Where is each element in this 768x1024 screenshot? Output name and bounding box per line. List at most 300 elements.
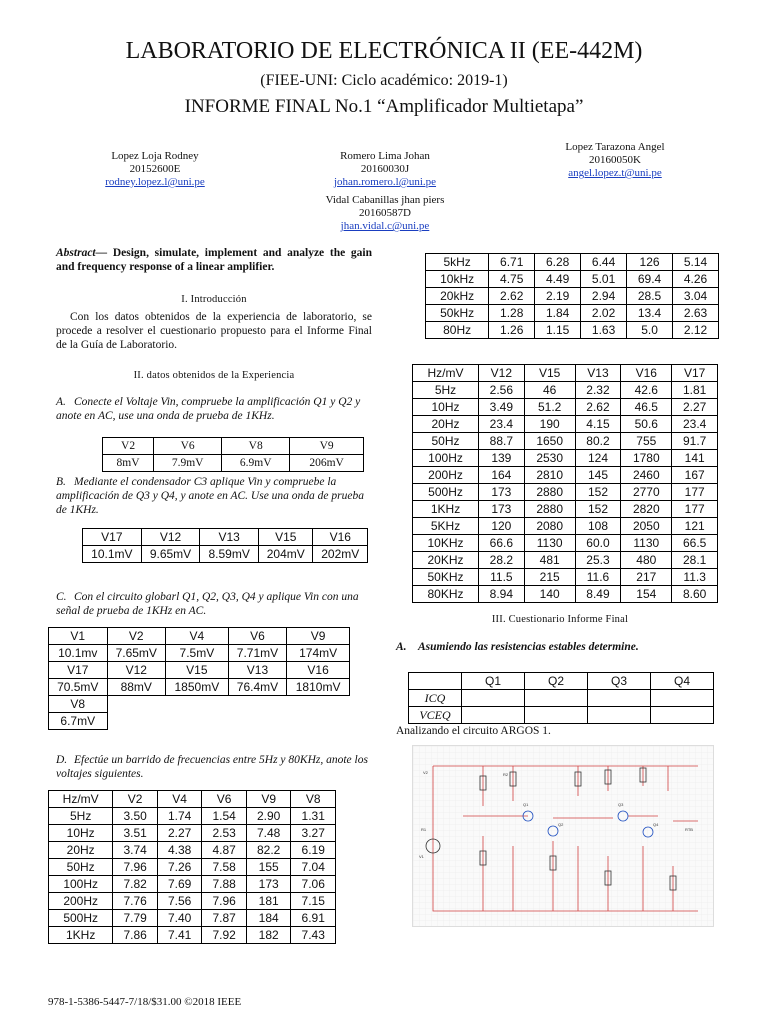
table-d	[48, 790, 336, 944]
svg-text:V2: V2	[423, 770, 428, 775]
table-cell: 126	[627, 254, 673, 271]
table-cell	[462, 707, 525, 724]
table-cell: 2.94	[581, 288, 627, 305]
table-cell: 155	[246, 859, 291, 876]
table-cell: 5KHz	[413, 518, 479, 535]
table-cell: 2820	[621, 501, 672, 518]
table-cell: 3.49	[479, 399, 525, 416]
table-cell: V4	[157, 791, 202, 808]
table-cell: 5.0	[627, 322, 673, 339]
table-row	[49, 893, 336, 910]
table-cell: 177	[672, 484, 718, 501]
table-row	[413, 535, 718, 552]
table-cell: 20Hz	[49, 842, 113, 859]
item-c	[56, 590, 374, 618]
table-row	[426, 322, 719, 339]
item-text: Efectúe un barrido de frecuencias entre 5Hz y 80KHz, anote los voltajes siguientes.	[56, 754, 368, 780]
author-email-link[interactable]: johan.romero.l@uni.pe	[333, 176, 437, 188]
table-cell: 7.88	[202, 876, 247, 893]
table-cell: 154	[621, 586, 672, 603]
abstract	[56, 246, 372, 274]
table-cell: 11.6	[575, 569, 621, 586]
table-cell: 70.5mV	[49, 679, 108, 696]
table-cell: 7.41	[157, 927, 202, 944]
table-row	[413, 416, 718, 433]
table-cell: 11.5	[479, 569, 525, 586]
author-id: 20160050K	[589, 154, 641, 166]
table-cell: 140	[524, 586, 575, 603]
table-cell: 1130	[524, 535, 575, 552]
table-row	[413, 467, 718, 484]
table-row	[426, 305, 719, 322]
table-cell: 6.28	[535, 254, 581, 271]
author-block-4	[300, 194, 470, 233]
table-cell: 4.26	[673, 271, 719, 288]
author-id: 20160030J	[360, 163, 410, 175]
table-cell: 13.4	[627, 305, 673, 322]
table-cell: 184	[246, 910, 291, 927]
table-cell: V16	[287, 662, 350, 679]
item-label: D.	[56, 754, 68, 766]
table-cell: V12	[479, 365, 525, 382]
table-row	[49, 628, 350, 645]
table-cell: V8	[291, 791, 336, 808]
table-row	[413, 484, 718, 501]
table-cell: 80.2	[575, 433, 621, 450]
table-cell: 7.43	[291, 927, 336, 944]
item-text: Con el circuito globarl Q1, Q2, Q3, Q4 y aplique Vin con una señal de prueba de 1KHz en AC.	[56, 591, 359, 617]
table-cell: 145	[575, 467, 621, 484]
table-row	[49, 808, 336, 825]
table-cell	[588, 690, 651, 707]
table-cell: 2530	[524, 450, 575, 467]
table-cell: 8.94	[479, 586, 525, 603]
author-name: Vidal Cabanillas jhan piers	[325, 194, 445, 206]
table-cell: Hz/mV	[49, 791, 113, 808]
svg-text:R1: R1	[421, 827, 427, 832]
circuit-schematic-image	[412, 745, 714, 927]
table-cell: 173	[479, 484, 525, 501]
author-id: 20152600E	[129, 163, 181, 175]
table-cell: 2.62	[489, 288, 535, 305]
table-cell: V6	[228, 628, 287, 645]
svg-text:Q2: Q2	[558, 822, 564, 827]
table-cell: 1650	[524, 433, 575, 450]
table-cell: 200Hz	[413, 467, 479, 484]
table-cell: 1.15	[535, 322, 581, 339]
table-cell: 7.56	[157, 893, 202, 910]
table-cell: 215	[524, 569, 575, 586]
table-cell: 1.31	[291, 808, 336, 825]
table-cell: 755	[621, 433, 672, 450]
table-cell: 108	[575, 518, 621, 535]
table-cell: 20Hz	[413, 416, 479, 433]
table-row	[413, 382, 718, 399]
table-c	[48, 627, 350, 730]
table-cell: 5Hz	[49, 808, 113, 825]
table-cell: 7.15	[291, 893, 336, 910]
table-cell: V13	[228, 662, 287, 679]
table-cell: 28.1	[672, 552, 718, 569]
table-cell: 181	[246, 893, 291, 910]
table-cell: 88mV	[107, 679, 166, 696]
author-name: Lopez Loja Rodney	[111, 150, 199, 162]
table-cell: 1130	[621, 535, 672, 552]
item-label: C.	[56, 591, 67, 603]
table-cell: V9	[287, 628, 350, 645]
table-row	[49, 662, 350, 679]
table-row	[49, 859, 336, 876]
table-cell: V17	[83, 529, 142, 546]
table-cell: 50.6	[621, 416, 672, 433]
table-row	[49, 791, 336, 808]
section-heading: III. Cuestionario Informe Final	[491, 614, 629, 625]
author-name: Romero Lima Johan	[340, 150, 430, 162]
table-cell: 7.40	[157, 910, 202, 927]
table-row	[83, 546, 368, 563]
table-cell: V16	[313, 529, 368, 546]
table-row	[49, 910, 336, 927]
table-cell: 10Hz	[413, 399, 479, 416]
table-cell: V17	[49, 662, 108, 679]
table-b	[82, 528, 368, 563]
table-row	[409, 673, 714, 690]
author-block-1	[75, 150, 235, 189]
table-cell: 120	[479, 518, 525, 535]
table-cell: V1	[49, 628, 108, 645]
table-cell	[409, 673, 462, 690]
table-cell: 2880	[524, 484, 575, 501]
table-cell: 88.7	[479, 433, 525, 450]
table-row	[413, 501, 718, 518]
item-b	[56, 475, 374, 517]
table-cell: 7.79	[113, 910, 158, 927]
table-cell: 1.74	[157, 808, 202, 825]
table-cell: 82.2	[246, 842, 291, 859]
table-cell: 20KHz	[413, 552, 479, 569]
paper-subtitle: (FIEE-UNI: Ciclo académico: 2019-1)	[260, 72, 508, 89]
table-cell: 3.51	[113, 825, 158, 842]
table-cell: V8	[49, 696, 108, 713]
table-row	[413, 433, 718, 450]
table-cell: 4.15	[575, 416, 621, 433]
table-row	[49, 713, 350, 730]
item-text: Mediante el condensador C3 aplique Vin y compruebe la amplificación de Q3 y Q4, y anote en AC. Use una onda de prueba de 1KHz.	[56, 476, 364, 516]
table-cell: 200Hz	[49, 893, 113, 910]
table-cell: 25.3	[575, 552, 621, 569]
table-cell: V16	[621, 365, 672, 382]
table-row	[49, 876, 336, 893]
table-cell: 46	[524, 382, 575, 399]
table-cell: Q3	[588, 673, 651, 690]
table-row	[426, 254, 719, 271]
table-row	[83, 529, 368, 546]
table-cell: 2080	[524, 518, 575, 535]
table-cell: 2.12	[673, 322, 719, 339]
table-cell: 2.56	[479, 382, 525, 399]
table-cell: 2.27	[157, 825, 202, 842]
table-cell: 60.0	[575, 535, 621, 552]
table-cell: 182	[246, 927, 291, 944]
table-cell: V9	[290, 438, 364, 455]
author-name: Lopez Tarazona Angel	[565, 141, 665, 153]
table-cell: 152	[575, 501, 621, 518]
author-block-2	[305, 150, 465, 189]
table-cell: 2880	[524, 501, 575, 518]
table-cell: 177	[672, 501, 718, 518]
table-cell: 5.01	[581, 271, 627, 288]
table-cell: 7.5mV	[166, 645, 229, 662]
table-cell: V12	[107, 662, 166, 679]
table-cell: 10Hz	[49, 825, 113, 842]
table-cell: 10KHz	[413, 535, 479, 552]
table-cell: 1.81	[672, 382, 718, 399]
table-cell: 7.92	[202, 927, 247, 944]
table-cell: 7.87	[202, 910, 247, 927]
table-cell: 7.06	[291, 876, 336, 893]
table-cell: 1.26	[489, 322, 535, 339]
table-cell: V15	[259, 529, 313, 546]
svg-text:Q1: Q1	[523, 802, 529, 807]
table-row	[49, 679, 350, 696]
item-label: B.	[56, 476, 66, 488]
table-cell: 4.75	[489, 271, 535, 288]
table-cell: 5.14	[673, 254, 719, 271]
table-cell: V2	[107, 628, 166, 645]
table-cell: 1810mV	[287, 679, 350, 696]
table-cell: 1.63	[581, 322, 627, 339]
table-cell: 7.65mV	[107, 645, 166, 662]
table-cell	[462, 690, 525, 707]
table-cell: 3.04	[673, 288, 719, 305]
table-cell: 91.7	[672, 433, 718, 450]
table-cell: 7.96	[202, 893, 247, 910]
table-cell: 7.86	[113, 927, 158, 944]
svg-text:Q3: Q3	[618, 802, 624, 807]
table-row	[103, 438, 364, 455]
table-cell: 6.7mV	[49, 713, 108, 730]
table-row	[413, 552, 718, 569]
table-cell: V2	[103, 438, 154, 455]
author-email-link[interactable]: angel.lopez.t@uni.pe	[568, 167, 662, 179]
table-cell: V2	[113, 791, 158, 808]
table-cell	[525, 690, 588, 707]
section-heading: I. Introducción	[181, 294, 247, 305]
table-row	[409, 690, 714, 707]
table-e	[425, 253, 719, 339]
svg-text:RTB: RTB	[685, 827, 693, 832]
table-cell	[525, 707, 588, 724]
table-f	[412, 364, 718, 603]
table-cell: 173	[246, 876, 291, 893]
table-cell: 2.62	[575, 399, 621, 416]
table-cell: V13	[575, 365, 621, 382]
section-heading: II. datos obtenidos de la Experiencia	[133, 370, 295, 381]
table-cell: Q2	[525, 673, 588, 690]
table-cell-empty	[107, 696, 350, 713]
table-cell: 8.59mV	[200, 546, 259, 563]
table-cell: 2.19	[535, 288, 581, 305]
table-cell: 7.9mV	[154, 455, 222, 472]
table-cell: 6.91	[291, 910, 336, 927]
table-cell: 8.60	[672, 586, 718, 603]
table-cell: 66.5	[672, 535, 718, 552]
table-cell: 2.90	[246, 808, 291, 825]
author-email-link[interactable]: rodney.lopez.l@uni.pe	[105, 176, 205, 188]
table-row	[409, 707, 714, 724]
table-cell: 6.44	[581, 254, 627, 271]
table-cell: 121	[672, 518, 718, 535]
table-row	[413, 450, 718, 467]
table-cell: 1.84	[535, 305, 581, 322]
table-cell: 2.27	[672, 399, 718, 416]
table-cell: 141	[672, 450, 718, 467]
table-cell	[651, 707, 714, 724]
item-label: A.	[396, 641, 407, 653]
table-cell: 1KHz	[413, 501, 479, 518]
table-cell: 190	[524, 416, 575, 433]
table-cell: 28.2	[479, 552, 525, 569]
table-cell: 5Hz	[413, 382, 479, 399]
abstract-label: Abstract—	[56, 247, 108, 259]
table-cell: 2.63	[673, 305, 719, 322]
table-cell: 50Hz	[413, 433, 479, 450]
table-cell: 480	[621, 552, 672, 569]
table-cell: 50Hz	[49, 859, 113, 876]
table-cell: 76.4mV	[228, 679, 287, 696]
table-cell: 217	[621, 569, 672, 586]
table-cell: 50kHz	[426, 305, 489, 322]
table-cell: 10kHz	[426, 271, 489, 288]
table-cell: 1KHz	[49, 927, 113, 944]
table-cell: 204mV	[259, 546, 313, 563]
table-cell: 2050	[621, 518, 672, 535]
table-cell: 202mV	[313, 546, 368, 563]
svg-text:R2: R2	[503, 772, 509, 777]
table-cell: V9	[246, 791, 291, 808]
table-cell: 152	[575, 484, 621, 501]
table-cell: 7.26	[157, 859, 202, 876]
table-row	[426, 288, 719, 305]
table-cell: Q1	[462, 673, 525, 690]
table-cell: 4.87	[202, 842, 247, 859]
table-cell: 3.50	[113, 808, 158, 825]
paper-title: LABORATORIO DE ELECTRÓNICA II (EE-442M)	[125, 38, 643, 64]
footer-isbn: 978-1-5386-5447-7/18/$31.00 ©2018 IEEE	[48, 996, 242, 1008]
report-title: INFORME FINAL No.1 “Amplificador Multietapa”	[184, 96, 584, 117]
table-row	[413, 569, 718, 586]
table-cell: 2810	[524, 467, 575, 484]
table-row	[49, 696, 350, 713]
table-cell: 4.38	[157, 842, 202, 859]
table-cell: 206mV	[290, 455, 364, 472]
table-cell: 6.9mV	[222, 455, 290, 472]
table-cell: 2.53	[202, 825, 247, 842]
svg-text:Q4: Q4	[653, 822, 659, 827]
table-cell: Hz/mV	[413, 365, 479, 382]
table-cell: 139	[479, 450, 525, 467]
table-row	[49, 842, 336, 859]
table-cell: ICQ	[409, 690, 462, 707]
table-cell: 100Hz	[413, 450, 479, 467]
table-cell: V17	[672, 365, 718, 382]
table-cell: Q4	[651, 673, 714, 690]
table-cell: 7.58	[202, 859, 247, 876]
table-cell: 42.6	[621, 382, 672, 399]
table-cell: 66.6	[479, 535, 525, 552]
table-cell: 51.2	[524, 399, 575, 416]
table-cell: 7.48	[246, 825, 291, 842]
table-cell: 7.76	[113, 893, 158, 910]
table-cell: 8.49	[575, 586, 621, 603]
table-cell: 7.04	[291, 859, 336, 876]
table-cell: 164	[479, 467, 525, 484]
table-cell: 1.54	[202, 808, 247, 825]
table-row	[426, 271, 719, 288]
table-cell: 23.4	[479, 416, 525, 433]
abstract-text: Design, simulate, implement and analyze the gain and frequency response of a linear amplifier.	[56, 247, 373, 273]
table-cell: 1.28	[489, 305, 535, 322]
table-cell: 6.71	[489, 254, 535, 271]
table-row	[49, 825, 336, 842]
table-a	[102, 437, 364, 472]
table-row	[413, 399, 718, 416]
table-cell: 3.74	[113, 842, 158, 859]
table-row	[49, 645, 350, 662]
author-id: 20160587D	[359, 207, 411, 219]
author-block-3	[535, 141, 695, 180]
table-row	[103, 455, 364, 472]
table-cell: 500Hz	[413, 484, 479, 501]
item-a	[56, 395, 374, 423]
table-cell: V4	[166, 628, 229, 645]
table-cell	[651, 690, 714, 707]
table-cell: 69.4	[627, 271, 673, 288]
table-cell: 9.65mV	[141, 546, 200, 563]
table-cell: 3.27	[291, 825, 336, 842]
table-cell: 2770	[621, 484, 672, 501]
table-cell: V8	[222, 438, 290, 455]
table-cell: V13	[200, 529, 259, 546]
table-cell: 4.49	[535, 271, 581, 288]
table-row	[413, 365, 718, 382]
table-row	[49, 927, 336, 944]
table-cell: 7.71mV	[228, 645, 287, 662]
table-cell: 481	[524, 552, 575, 569]
table-cell: 100Hz	[49, 876, 113, 893]
table-cell: 46.5	[621, 399, 672, 416]
table-cell: 124	[575, 450, 621, 467]
table-cell: 1850mV	[166, 679, 229, 696]
table-cell: 2.02	[581, 305, 627, 322]
table-cell: 50KHz	[413, 569, 479, 586]
table-cell: 28.5	[627, 288, 673, 305]
table-cell: 173	[479, 501, 525, 518]
table-cell: 7.96	[113, 859, 158, 876]
table-cell: 167	[672, 467, 718, 484]
item-text: Conecte el Voltaje Vin, compruebe la amplificación Q1 y Q2 y anote en AC, use una onda de prueba de 1KHz.	[56, 396, 361, 422]
table-cell: 20kHz	[426, 288, 489, 305]
author-email-link[interactable]: jhan.vidal.c@uni.pe	[340, 220, 430, 232]
item-label: A.	[56, 396, 66, 408]
item-d	[56, 753, 374, 781]
table-cell: 174mV	[287, 645, 350, 662]
table-g	[408, 672, 714, 724]
section-paragraph: Con los datos obtenidos de la experiencia de laboratorio, se procede a resolver el cuestionario propuesto para el Informe Final de la Guía de Laboratorio.	[56, 311, 372, 351]
table-cell: 10.1mv	[49, 645, 108, 662]
table-cell: 2460	[621, 467, 672, 484]
table-cell: 7.69	[157, 876, 202, 893]
